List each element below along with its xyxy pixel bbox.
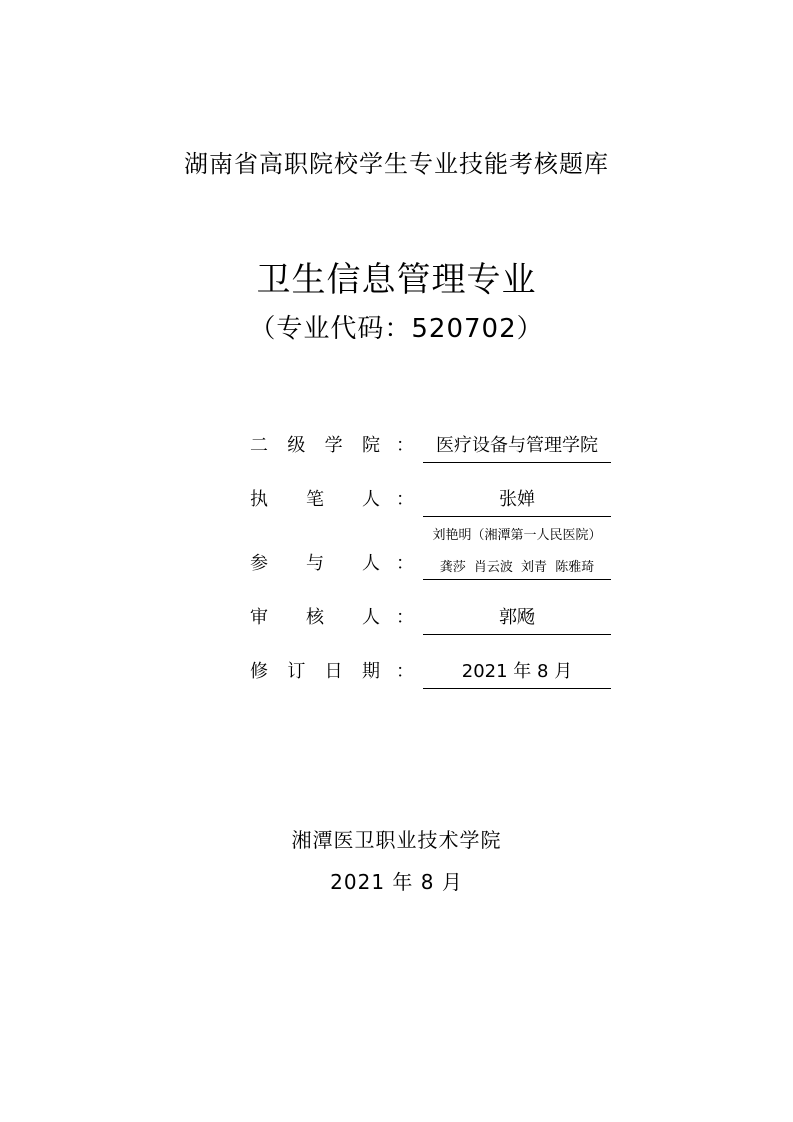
college-label-char: 学	[324, 435, 343, 456]
reviewer-underline	[423, 634, 611, 635]
reviewer-label-char: 审	[250, 607, 268, 628]
reviewer-label-char: 人	[362, 607, 380, 628]
major-code-subtitle: （专业代码：520702）	[249, 314, 544, 344]
reviewer-label-char: 核	[306, 607, 324, 628]
reviewer-value: 郭飏	[499, 607, 535, 628]
author-label-char: 执	[250, 489, 268, 510]
footer-organization: 湘潭医卫职业技术学院	[291, 828, 502, 852]
revision-date-label-char: 日	[324, 661, 343, 682]
college-colon: ：	[396, 435, 414, 456]
revision-date-value: 2021 年 8 月	[461, 661, 573, 682]
author-label	[250, 485, 380, 511]
college-label-char: 二	[250, 435, 268, 456]
major-name-title: 卫生信息管理专业	[256, 260, 537, 300]
participants-value-line1: 刘艳明（湘潭第一人民医院）	[432, 528, 602, 543]
author-value: 张婵	[499, 489, 535, 510]
college-label-char: 级	[287, 435, 306, 456]
author-underline	[423, 516, 611, 517]
participants-label	[250, 549, 380, 575]
author-label-char: 笔	[306, 489, 324, 510]
college-value: 医疗设备与管理学院	[436, 435, 598, 456]
revision-date-label-char: 期	[361, 661, 380, 682]
reviewer-label	[250, 603, 380, 629]
reviewer-colon: ：	[396, 607, 414, 628]
author-label-char: 人	[362, 489, 380, 510]
revision-date-label-char: 订	[287, 661, 306, 682]
participants-label-char: 与	[306, 553, 324, 574]
participants-label-char: 人	[362, 553, 380, 574]
document-header-title: 湖南省高职院校学生专业技能考核题库	[184, 150, 609, 178]
revision-date-colon: ：	[396, 661, 414, 682]
revision-date-label-char: 修	[250, 661, 268, 682]
participants-label-char: 参	[250, 553, 268, 574]
college-label-char: 院	[361, 435, 380, 456]
participants-underline	[423, 579, 611, 580]
college-label	[250, 431, 380, 457]
participants-colon: ：	[396, 553, 414, 574]
participants-value-line2: 龚莎 肖云波 刘青 陈雅琦	[439, 560, 595, 575]
revision-date-label	[250, 657, 380, 683]
revision-date-underline	[423, 688, 611, 689]
author-colon: ：	[396, 489, 414, 510]
footer-date: 2021 年 8 月	[330, 870, 463, 894]
college-underline	[423, 462, 611, 463]
